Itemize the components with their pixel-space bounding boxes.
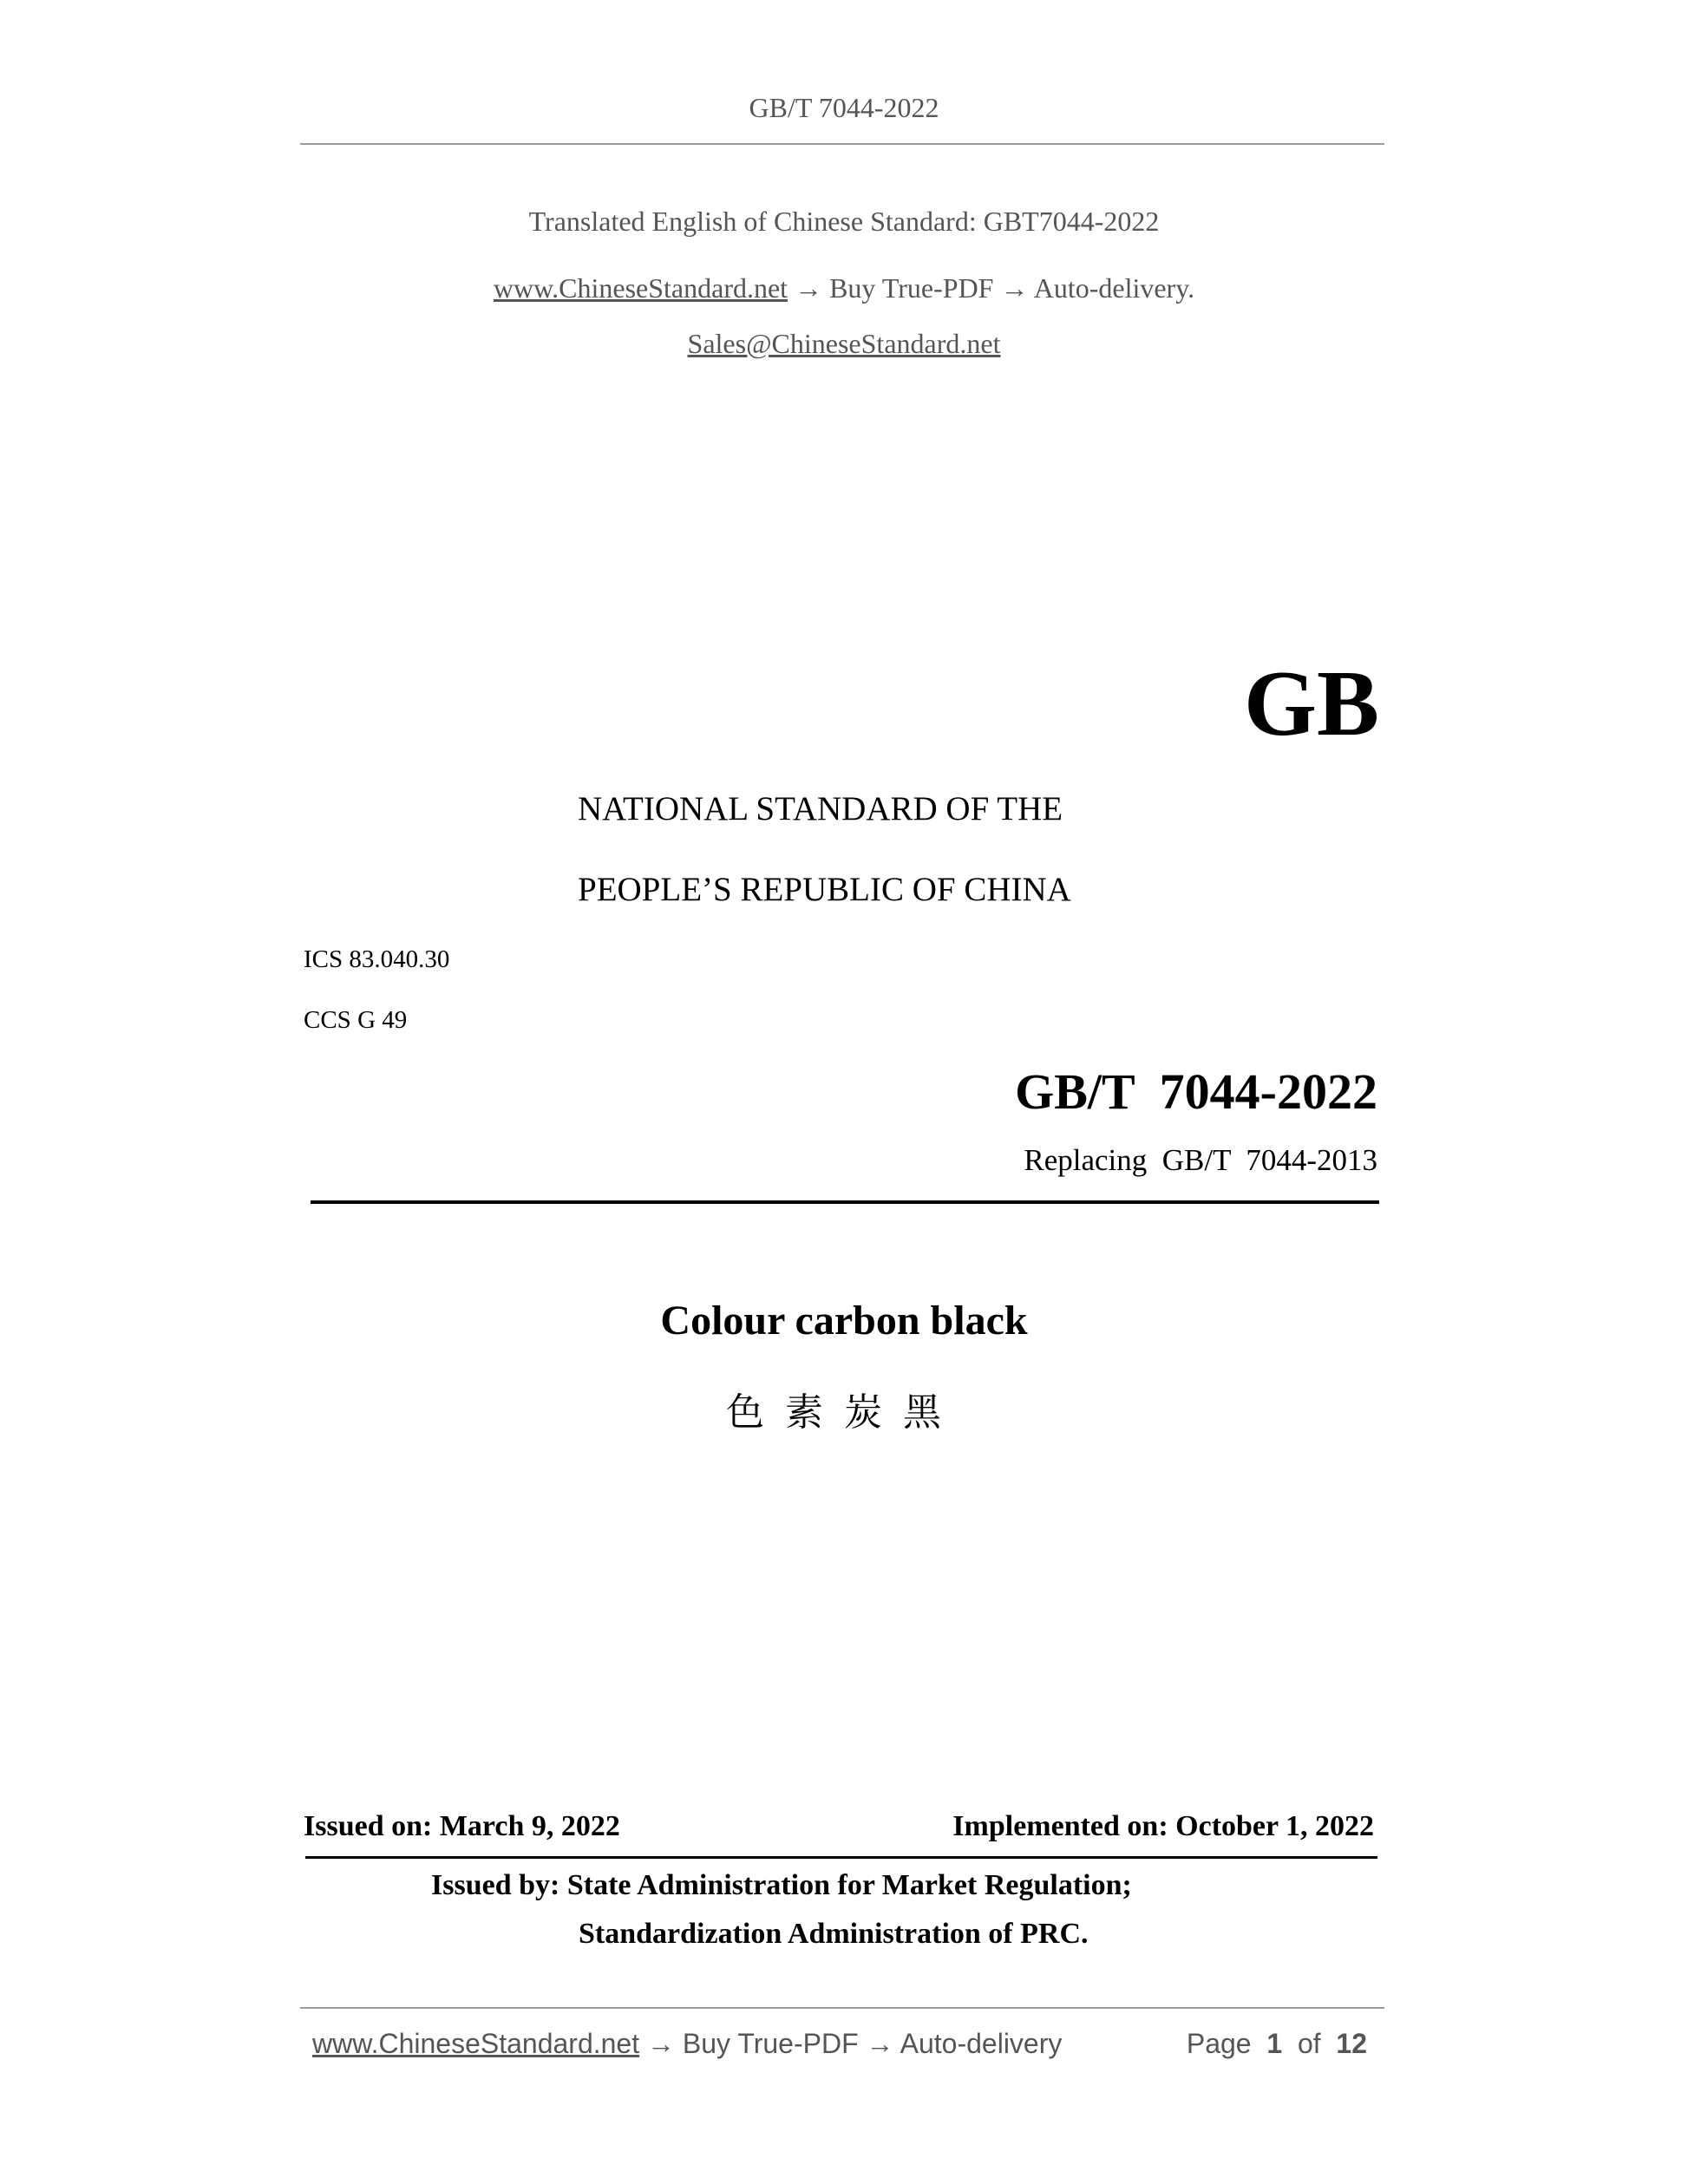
national-standard-line2: PEOPLE’S REPUBLIC OF CHINA bbox=[578, 871, 1071, 908]
national-standard-line1: NATIONAL STANDARD OF THE bbox=[578, 790, 1063, 827]
page-label: Page bbox=[1186, 2028, 1252, 2059]
buy-text: → Buy True-PDF → Auto-delivery. bbox=[788, 272, 1195, 304]
issue-divider bbox=[305, 1856, 1377, 1859]
ics-code: ICS 83.040.30 bbox=[304, 945, 450, 973]
footer-site-link[interactable]: www.ChineseStandard.net bbox=[312, 2028, 640, 2059]
standard-number: GB/T 7044-2022 bbox=[1015, 1063, 1377, 1120]
of-label: of bbox=[1297, 2028, 1321, 2059]
page-indicator bbox=[1187, 2028, 1367, 2060]
issued-by-line2: Standardization Administration of PRC. bbox=[579, 1918, 1089, 1950]
translated-notice: Translated English of Chinese Standard: GBT7044-2022 bbox=[528, 206, 1160, 237]
site-link[interactable]: www.ChineseStandard.net bbox=[493, 272, 788, 304]
footer-buy-notice bbox=[312, 2028, 1062, 2060]
running-head: GB/T 7044-2022 bbox=[749, 92, 939, 123]
replacing-standard: Replacing GB/T 7044-2013 bbox=[1024, 1143, 1377, 1177]
header-divider bbox=[300, 143, 1384, 145]
footer-buy-text: → Buy True-PDF → Auto-delivery bbox=[639, 2028, 1063, 2059]
title-english: Colour carbon black bbox=[660, 1298, 1028, 1344]
ccs-code: CCS G 49 bbox=[304, 1006, 408, 1034]
title-divider bbox=[311, 1200, 1379, 1204]
issued-by-line1: Issued by: State Administration for Market Regulation; bbox=[431, 1869, 1132, 1901]
footer-divider bbox=[300, 2007, 1384, 2009]
sales-email-link[interactable]: Sales@ChineseStandard.net bbox=[687, 328, 1001, 359]
gb-logo: GB bbox=[1243, 652, 1379, 755]
title-chinese: 色素炭黑 bbox=[726, 1390, 962, 1435]
sales-notice bbox=[0, 328, 1688, 360]
page-current: 1 bbox=[1266, 2028, 1283, 2059]
buy-notice bbox=[0, 272, 1688, 304]
implemented-on-date: Implemented on: October 1, 2022 bbox=[952, 1810, 1374, 1842]
page-total: 12 bbox=[1336, 2028, 1367, 2059]
issued-on-date: Issued on: March 9, 2022 bbox=[304, 1810, 620, 1842]
